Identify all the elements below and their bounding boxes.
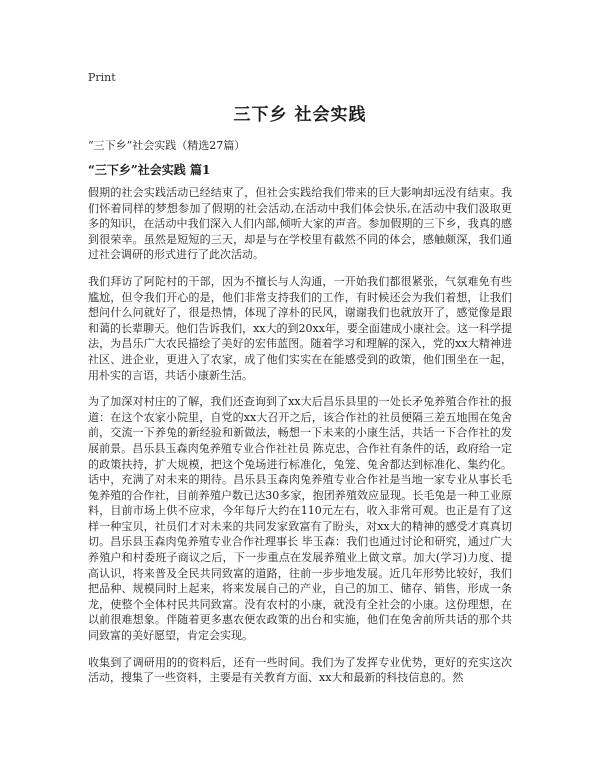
- paragraph: 我们拜访了阿陀村的干部，因为不擅长与人沟通，一开始我们都很紧张，气氛难免有些尴尬，但令我们开心的是，他们非常支持我们的工作，有时候还会为我们着想，让我们想问什么问就好了，很是热情，体现了淳朴的民风，谢谢我们也就放开了，感觉像是跟和蔼的长辈聊天。他们告诉我们，xx大的到20xx年，要全面建成小康社会。这一科学提法，为昌乐广大农民描绘了美好的宏伟蓝图。随着学习和理解的深入，党的xx大精神进社区、进企业，更进入了农家，成了他们实实在在能感受到的政策，他们围坐在一起，用朴实的言语，共话小康新生活。: [88, 274, 512, 382]
- paragraph: 收集到了调研用的的资料后，还有一些时间。我们为了发挥专业优势，更好的充实这次活动，搜集了一些资料，主要是有关教育方面、xx大和最新的科技信息的。然: [88, 655, 512, 685]
- paragraph: 假期的社会实践活动已经结束了，但社会实践给我们带来的巨大影响却远没有结束。我们怀着同样的梦想参加了假期的社会活动,在活动中我们体会快乐,在活动中我们汲取更多的知识，在活动中我们深入人们内部,倾听大家的声音。参加假期的三下乡，我真的感到很荣幸。虽然是短短的三天，却是与在学校里有截然不同的体会，感触颇深，我们通过社会调研的形式进行了此次活动。: [88, 186, 512, 262]
- paragraph: 为了加深对村庄的了解，我们还查询到了xx大后昌乐县里的一处长矛兔养殖合作社的报道：在这个农家小院里，自党的xx大召开之后，该合作社的社员便隔三差五地围在兔舍前，交流一下养兔的新经验和新做法，畅想一下未来的小康生活，共话一下合作社的发展前景。昌乐县玉森肉兔养殖专业合作社社员 陈克忠，合作社有条件的话，政府给一定的政策扶持，扩大规模，把这个兔场进行标准化，兔笼、兔舍都达到标准化、集约化。话中，充满了对未来的期待。昌乐县玉森肉兔养殖专业合作社是当地一家专业从事长毛兔养殖的合作社，目前养殖户数已达30多家，抱团养殖效应显现。长毛兔是一种工业原料，目前市场上供不应求，今年每斤大约在110元左右，收入非常可观。也正是有了这样一种宝贝，社员们才对未来的共同发家致富有了盼头，对xx大的精神的感受才真真切切。昌乐县玉森肉兔养殖专业合作社理事长 毕玉森：我们也通过讨论和研究，通过广大养殖户和村委班子商议之后，下一步重点在发展养殖业上做文章。加大(学习)力度、提高认识，将来普及全民共同致富的道路，往前一步步地发展。近几年形势比较好，我们把品种、规模同时上起来，将来发展自己的产业，自己的加工、储存、销售，形成一条龙，使整个全体村民共同致富。没有农村的小康，就没有全社会的小康。这份理想，在以前很难想象。伴随着更多惠农便农政策的出台和实施，他们在兔舍前所共话的那个共同致富的美好愿望，肯定会实现。: [88, 395, 512, 643]
- document-subtitle: “三下乡”社会实践（精选27篇）: [88, 139, 246, 152]
- document-body: [88, 185, 512, 697]
- document-title: 三下乡 社会实践: [233, 105, 367, 125]
- print-label: Print: [88, 71, 116, 84]
- section-heading: “三下乡”社会实践 篇1: [88, 163, 211, 177]
